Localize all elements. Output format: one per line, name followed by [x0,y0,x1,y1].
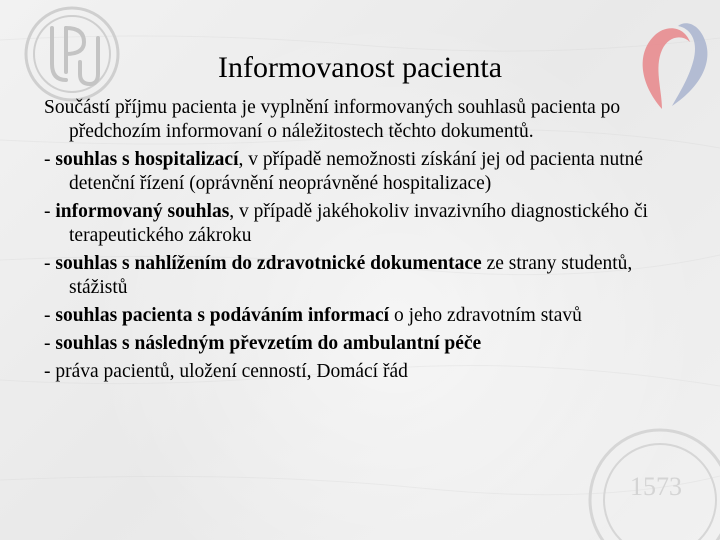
item-prefix: - [44,149,56,170]
list-item [44,360,684,384]
list-item [44,332,684,356]
item-text: ze strany studentů, stážistů [69,253,633,298]
item-bold-text: souhlas s nahlížením do zdravotnické dokumentace [55,253,482,274]
item-prefix: - [44,305,56,326]
list-item [44,252,684,300]
list-item [44,304,684,328]
item-text: , v případě nemožnosti získání jej od pacienta nutné detenční řízení (oprávnění neoprávněné hospitalizace) [69,149,644,194]
item-text: práva pacientů, uložení cenností, Domácí řád [55,361,408,382]
item-bold-text: souhlas s následným převzetím do ambulantní péče [55,333,482,354]
intro-paragraph: Součástí příjmu pacienta je vyplnění informovaných souhlasů pacienta po předchozím informovaní o náležitostech těchto dokumentů. [44,97,621,142]
item-prefix: - [44,333,56,354]
watermark-year: 1573 [630,472,682,501]
list-item [44,148,684,196]
item-bold-text: souhlas s hospitalizací [55,149,239,170]
list-item [44,200,684,248]
seal-watermark [560,400,720,540]
slide-title: Informovanost pacienta [217,51,503,84]
item-text: o jeho zdravotním stavů [389,305,582,326]
item-bold-text: souhlas pacienta s podáváním informací [55,305,390,326]
item-prefix: - [44,361,56,382]
item-prefix: - [44,253,56,274]
item-prefix: - [44,201,56,222]
slide-content [44,96,684,388]
item-bold-text: informovaný souhlas [55,201,230,222]
item-text: , v případě jakéhokoliv invazivního diagnostického či terapeutického zákroku [69,201,648,246]
